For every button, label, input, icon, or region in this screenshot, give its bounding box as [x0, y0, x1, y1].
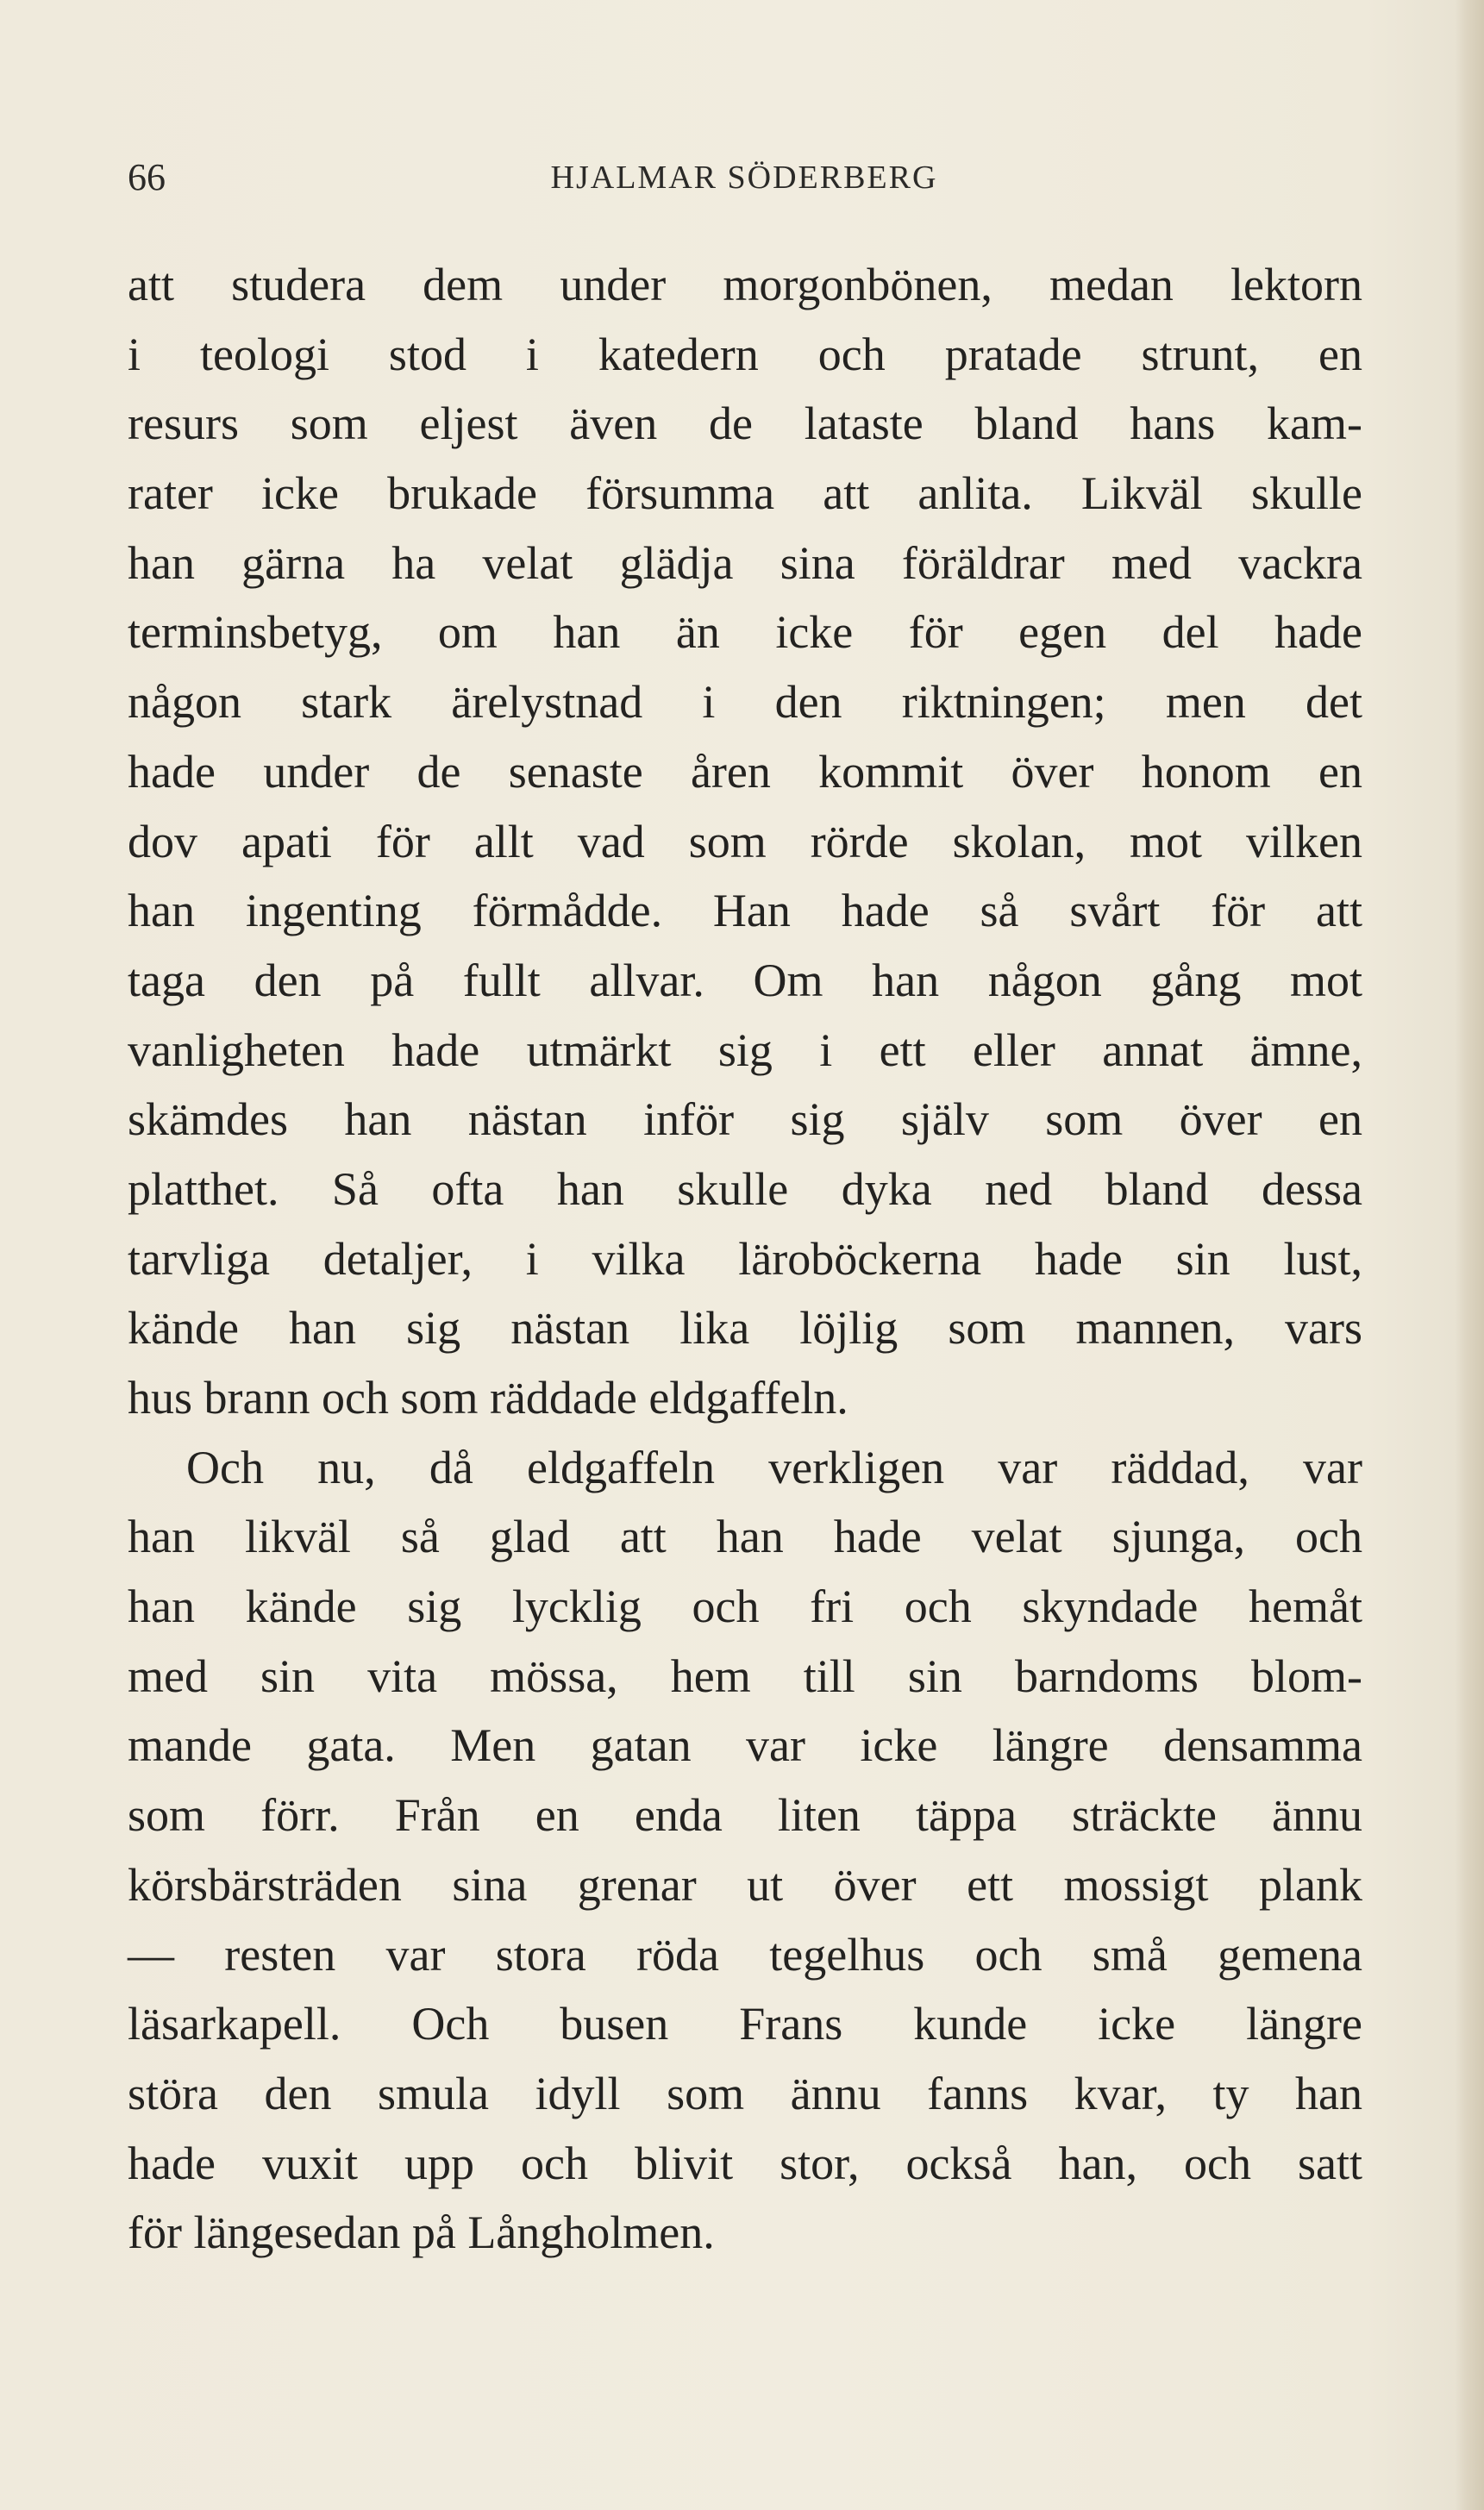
body-text: [128, 250, 1362, 2268]
text-line: platthet. Så ofta han skulle dyka ned bland dessa: [128, 1162, 1362, 1215]
running-head-author: HJALMAR SÖDERBERG: [550, 160, 938, 196]
text-line: hade vuxit upp och blivit stor, också han, och satt: [128, 2137, 1362, 2189]
text-line: hus brann och som räddade eldgaffeln.: [128, 1372, 848, 1424]
text-line: någon stark ärelystnad i den riktningen; men det: [128, 676, 1362, 729]
text-line: läsarkapell. Och busen Frans kunde icke längre: [128, 1998, 1362, 2050]
text-line: som förr. Från en enda liten täppa sträckte ännu: [128, 1789, 1362, 1842]
text-line: vanligheten hade utmärkt sig i ett eller annat ämne,: [128, 1023, 1362, 1076]
text-line: hade under de senaste åren kommit över honom en: [128, 745, 1362, 798]
text-line: mande gata. Men gatan var icke längre densamma: [128, 1719, 1362, 1772]
text-line: terminsbetyg, om han än icke för egen del hade: [128, 606, 1362, 659]
page-number: 66: [128, 156, 166, 198]
paragraph-1: [128, 250, 1362, 1433]
text-line: han kände sig lycklig och fri och skyndade hemåt: [128, 1580, 1362, 1633]
text-line: tarvliga detaljer, i vilka läroböckerna hade sin lust,: [128, 1232, 1362, 1285]
paragraph-2: [128, 1433, 1362, 2268]
text-line: han ingenting förmådde. Han hade så svårt för att: [128, 885, 1362, 937]
text-line: Och nu, då eldgaffeln verkligen var räddad, var: [186, 1441, 1362, 1493]
text-line: resurs som eljest även de lataste bland hans kam-: [128, 397, 1362, 450]
text-line: han gärna ha velat glädja sina föräldrar med vackra: [128, 536, 1362, 589]
text-line: — resten var stora röda tegelhus och små gemena: [128, 1928, 1362, 1981]
text-line: skämdes han nästan inför sig själv som över en: [128, 1093, 1362, 1146]
text-line: kände han sig nästan lika löjlig som mannen, vars: [128, 1302, 1362, 1355]
text-line: dov apati för allt vad som rörde skolan, mot vilken: [128, 815, 1362, 867]
running-header: [128, 152, 1361, 203]
page-edge-shadow: [1455, 0, 1484, 2510]
text-line: han likväl så glad att han hade velat sjunga, och: [128, 1511, 1362, 1563]
text-line: för längesedan på Långholmen.: [128, 2206, 715, 2259]
text-line: i teologi stod i katedern och pratade strunt, en: [128, 328, 1362, 380]
text-line: att studera dem under morgonbönen, medan lektorn: [128, 259, 1362, 310]
text-line: körsbärsträden sina grenar ut över ett mossigt plank: [128, 1858, 1362, 1911]
text-line: rater icke brukade försumma att anlita. Likväl skulle: [128, 467, 1362, 520]
text-line: med sin vita mössa, hem till sin barndoms blom-: [128, 1649, 1362, 1702]
text-line: störa den smula idyll som ännu fanns kvar, ty han: [128, 2067, 1362, 2119]
text-line: taga den på fullt allvar. Om han någon gång mot: [128, 954, 1362, 1006]
